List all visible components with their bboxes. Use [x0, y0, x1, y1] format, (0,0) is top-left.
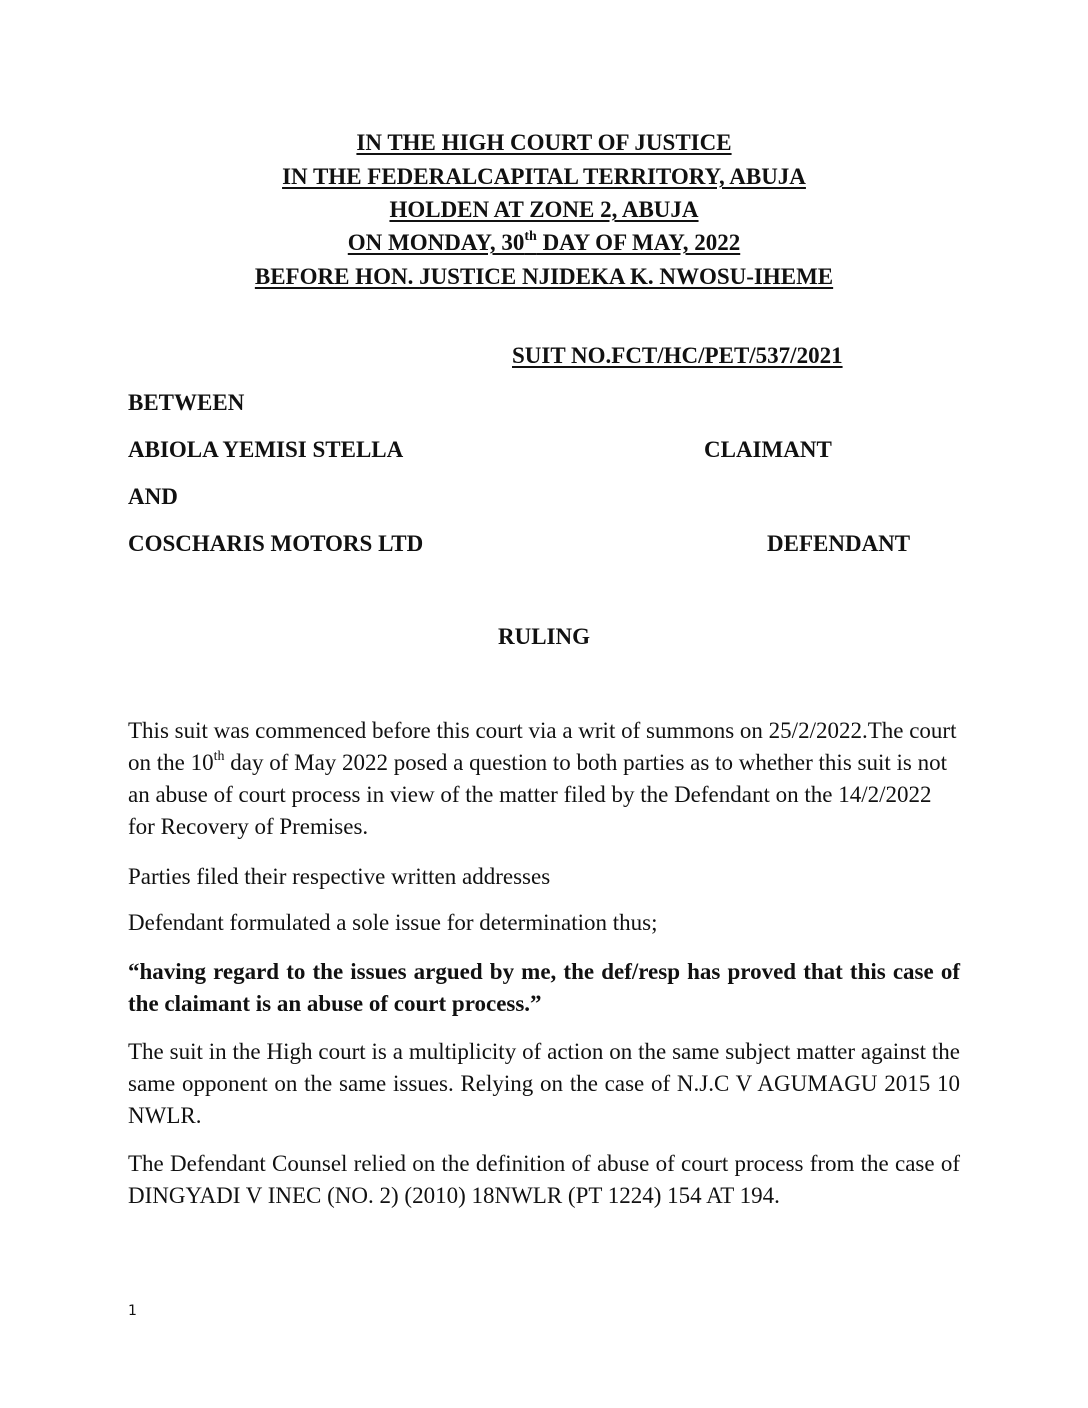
date-ordinal-suffix: th — [524, 229, 537, 244]
court-name-heading: IN THE HIGH COURT OF JUSTICE — [356, 130, 732, 155]
page-number: 1 — [128, 1303, 137, 1319]
defendant-role: DEFENDANT — [767, 531, 911, 556]
territory-heading: IN THE FEDERALCAPITAL TERRITORY, ABUJA — [282, 164, 806, 189]
claimant-name: ABIOLA YEMISI STELLA — [128, 437, 404, 462]
ruling-title: RULING — [497, 624, 590, 649]
claimant-role: CLAIMANT — [704, 437, 832, 462]
body-paragraph-1-rest: day of May 2022 posed a question to both parties as to whether this suit is not an abuse of court process in view of the matter filed by the Defendant on the 14/2/2022 for Recovery of Premises. — [128, 750, 947, 839]
holden-heading: HOLDEN AT ZONE 2, ABUJA — [389, 197, 699, 222]
body-paragraph-2: Parties filed their respective written addresses — [128, 864, 551, 889]
judge-heading: BEFORE HON. JUSTICE NJIDEKA K. NWOSU-IHEME — [254, 264, 834, 289]
defendant-name: COSCHARIS MOTORS LTD — [128, 531, 424, 556]
ordinal-suffix: th — [213, 749, 225, 764]
date-heading-rest: DAY OF MAY, 2022 — [536, 230, 741, 255]
body-paragraph-5: The suit in the High court is a multiplicity of action on the same subject matter against the same opponent on the same issues. Relying on the case of N.J.C V AGUMAGU 2015 10 NWLR. — [128, 1039, 960, 1128]
quoted-issue: “having regard to the issues argued by me, the def/resp has proved that this case of the claimant is an abuse of court process.” — [128, 959, 960, 1016]
body-paragraph-1 — [128, 715, 960, 843]
between-label: BETWEEN — [128, 390, 245, 415]
body-paragraph-1-text: This suit was commenced before this court via a writ of summons on 25/2/2022.The court on the 10 — [128, 718, 957, 775]
body-paragraph-3: Defendant formulated a sole issue for determination thus; — [128, 910, 658, 935]
and-label: AND — [128, 484, 178, 509]
body-paragraph-6: The Defendant Counsel relied on the definition of abuse of court process from the case of DINGYADI V INEC (NO. 2) (2010) 18NWLR (PT 1224) 154 AT 194. — [128, 1151, 960, 1208]
date-heading-text: ON MONDAY, 30 — [347, 230, 525, 255]
suit-number: SUIT NO.FCT/HC/PET/537/2021 — [512, 343, 843, 368]
date-heading — [0, 231, 1088, 254]
